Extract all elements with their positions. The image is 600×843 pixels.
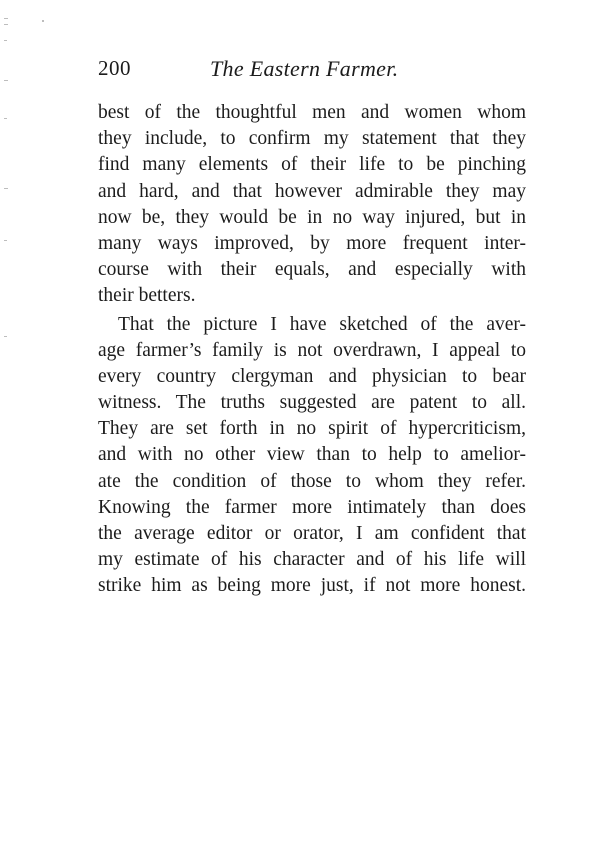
text-line: now be, they would be in no way injured, but in (98, 206, 526, 228)
text-line: find many elements of their life to be pinching (98, 154, 526, 176)
text-line: age farmer’s family is not overdrawn, I appeal to (98, 339, 526, 361)
scan-speck (4, 18, 8, 19)
scan-speck (4, 80, 8, 81)
scan-speck (4, 40, 7, 41)
scan-speck (4, 188, 8, 189)
text-line: ate the condition of those to whom they refer. (98, 470, 526, 492)
text-line: They are set forth in no spirit of hypercriticism, (98, 418, 526, 440)
text-line: every country clergyman and physician to bear (98, 365, 526, 387)
running-title: The Eastern Farmer. (210, 56, 399, 81)
scan-speck (4, 24, 8, 25)
page-header (98, 56, 528, 86)
text-line: many ways improved, by more frequent inter- (98, 232, 526, 254)
scan-speck (4, 240, 7, 241)
text-line: and with no other view than to help to amelior- (98, 444, 526, 466)
scan-speck (4, 336, 7, 337)
text-line: my estimate of his character and of his life will (98, 549, 526, 571)
text-line: best of the thoughtful men and women whom (98, 102, 526, 123)
text-line: course with their equals, and especially with (98, 259, 526, 281)
text-line: the average editor or orator, I am confident that (98, 523, 526, 544)
text-line: That the picture I have sketched of the aver- (118, 313, 526, 335)
text-line: they include, to confirm my statement that they (98, 128, 526, 150)
text-line: witness. The truths suggested are patent to all. (98, 392, 526, 414)
text-line: their betters. (98, 285, 196, 307)
text-line: Knowing the farmer more intimately than does (98, 496, 526, 518)
scan-speck (4, 118, 7, 119)
scan-speck (42, 20, 44, 22)
text-line: strike him as being more just, if not more honest. (98, 575, 526, 597)
page-number: 200 (98, 56, 131, 80)
text-line: and hard, and that however admirable they may (98, 180, 526, 202)
body-text (98, 100, 526, 600)
